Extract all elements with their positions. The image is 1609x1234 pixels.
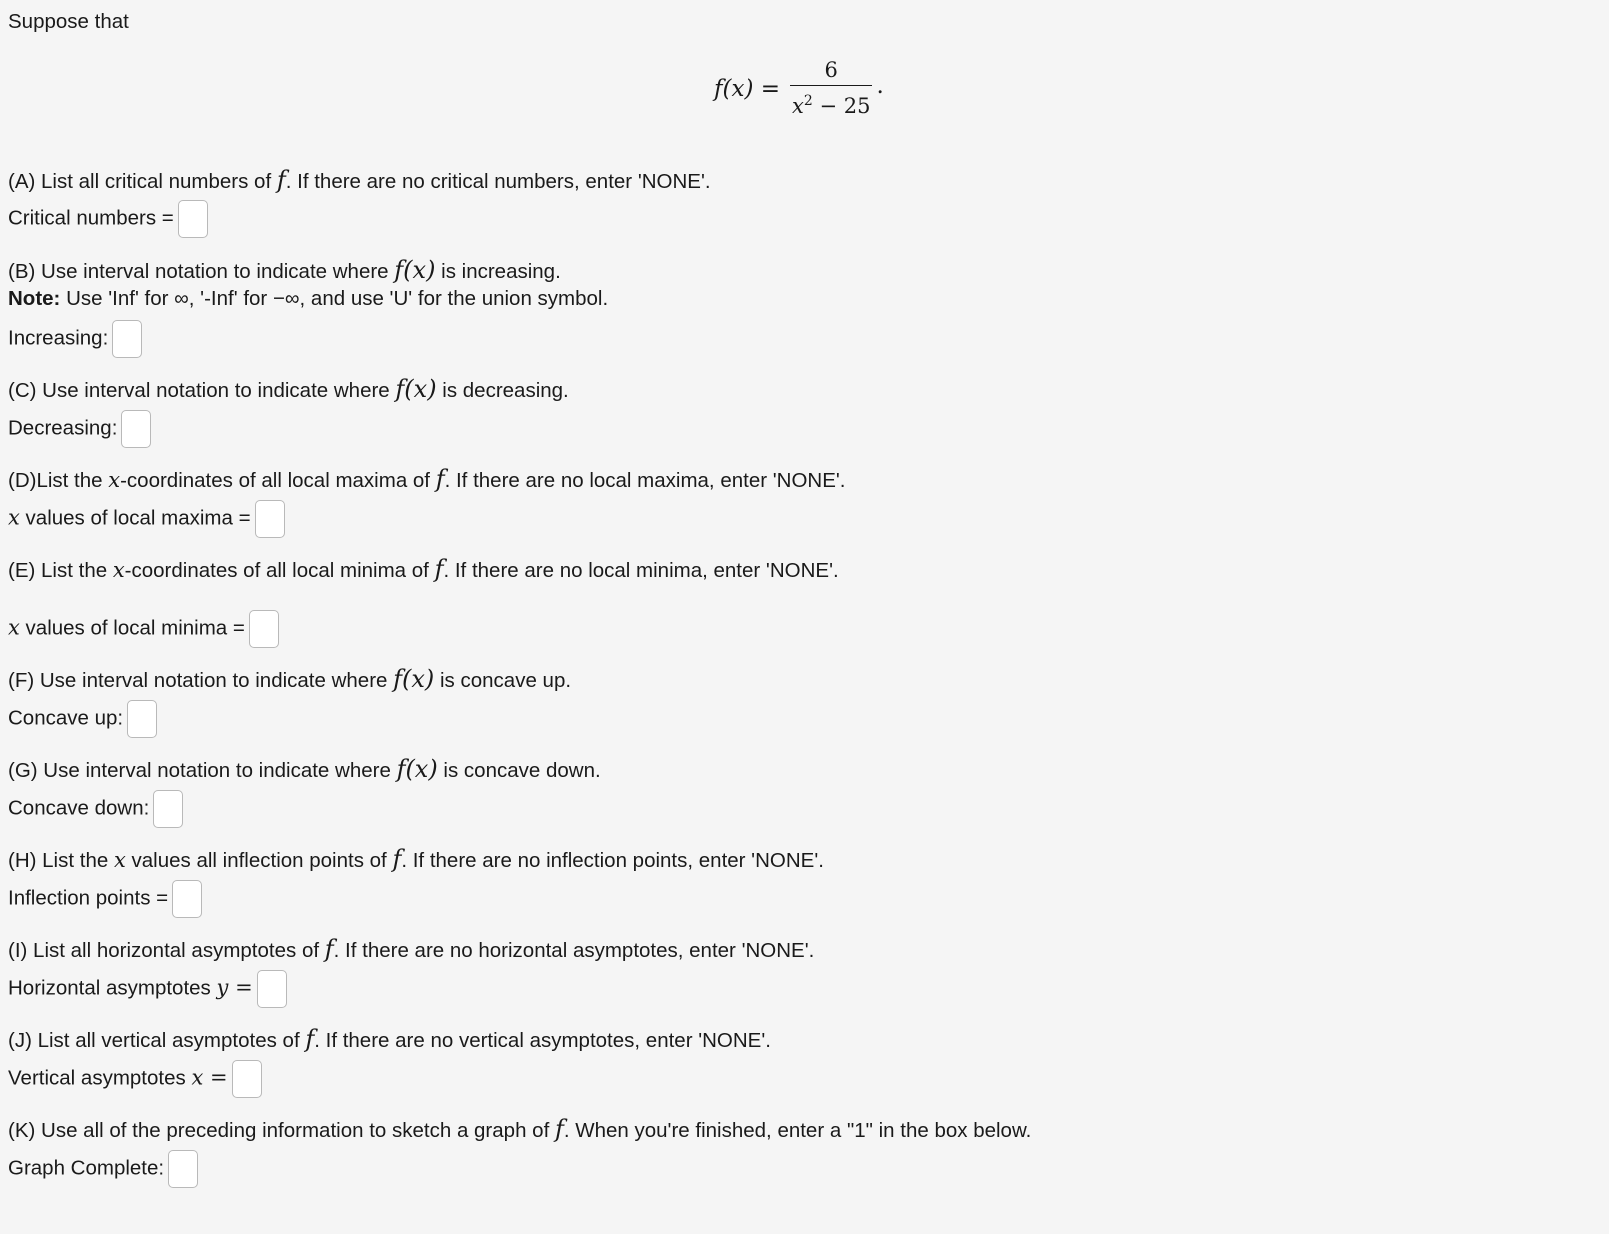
graph-complete-input[interactable] [168,1150,198,1188]
question-g: (G) Use interval notation to indicate where f(x) is concave down. [8,755,601,783]
local-maxima-label: values of local maxima = [19,506,251,530]
formula-fraction [790,58,872,119]
answer-i-row: Horizontal asymptotes y = [8,970,287,1008]
question-h: (H) List the x values all inflection points of f. If there are no inflection points, enter 'NONE'. [8,845,824,873]
inflection-points-input[interactable] [172,880,202,918]
concave-up-input[interactable] [127,700,157,738]
answer-d-row: x values of local maxima = [8,500,285,538]
function-formula [714,58,884,119]
answer-g-row [8,790,183,828]
question-b: (B) Use interval notation to indicate where f(x) is increasing. [8,256,561,284]
intro-text: Suppose that [8,10,129,33]
local-minima-label: values of local minima = [19,616,245,640]
question-e: (E) List the x-coordinates of all local minima of f. If there are no local minima, enter 'NONE'. [8,555,839,583]
vertical-asymptotes-input[interactable] [232,1060,262,1098]
formula-period: . [876,72,884,99]
question-i: (I) List all horizontal asymptotes of f. If there are no horizontal asymptotes, enter 'NONE'. [8,935,815,963]
concave-up-label: Concave up: [8,706,124,730]
question-a: (A) List all critical numbers of f. If there are no critical numbers, enter 'NONE'. [8,166,711,194]
answer-c-row [8,410,151,448]
formula-lhs: f(x) = [714,75,781,102]
horizontal-asymptotes-label: Horizontal asymptotes [8,976,217,1000]
horizontal-asymptotes-input[interactable] [257,970,287,1008]
concave-down-input[interactable] [153,790,183,828]
note-b: Note: Use 'Inf' for ∞, '-Inf' for −∞, and use 'U' for the union symbol. [8,287,609,310]
answer-k-row [8,1150,198,1188]
critical-numbers-label: Critical numbers = [8,206,174,230]
formula-denominator: $x^2 - 25$ [790,85,872,119]
vertical-asymptotes-label: Vertical asymptotes [8,1066,192,1090]
question-c: (C) Use interval notation to indicate where f(x) is decreasing. [8,375,569,403]
answer-a-row [8,200,208,238]
increasing-input[interactable] [112,320,142,358]
concave-down-label: Concave down: [8,796,150,820]
question-f: (F) Use interval notation to indicate where f(x) is concave up. [8,665,572,693]
critical-numbers-input[interactable] [178,200,208,238]
question-j: (J) List all vertical asymptotes of f. If there are no vertical asymptotes, enter 'NONE'. [8,1025,771,1053]
answer-h-row [8,880,202,918]
answer-f-row [8,700,157,738]
local-minima-input[interactable] [249,610,279,648]
answer-e-row: x values of local minima = [8,610,279,648]
local-maxima-input[interactable] [255,500,285,538]
graph-complete-label: Graph Complete: [8,1156,165,1180]
question-k: (K) Use all of the preceding information to sketch a graph of f. When you're finished, enter a "1" in the box below. [8,1115,1032,1143]
inflection-points-label: Inflection points = [8,886,169,910]
answer-j-row: Vertical asymptotes x = [8,1060,262,1098]
answer-b-row [8,320,142,358]
formula-numerator: 6 [824,58,838,82]
decreasing-input[interactable] [121,410,151,448]
question-d: (D)List the x-coordinates of all local maxima of f. If there are no local maxima, enter 'NONE'. [8,465,846,493]
increasing-label: Increasing: [8,326,109,350]
decreasing-label: Decreasing: [8,416,118,440]
